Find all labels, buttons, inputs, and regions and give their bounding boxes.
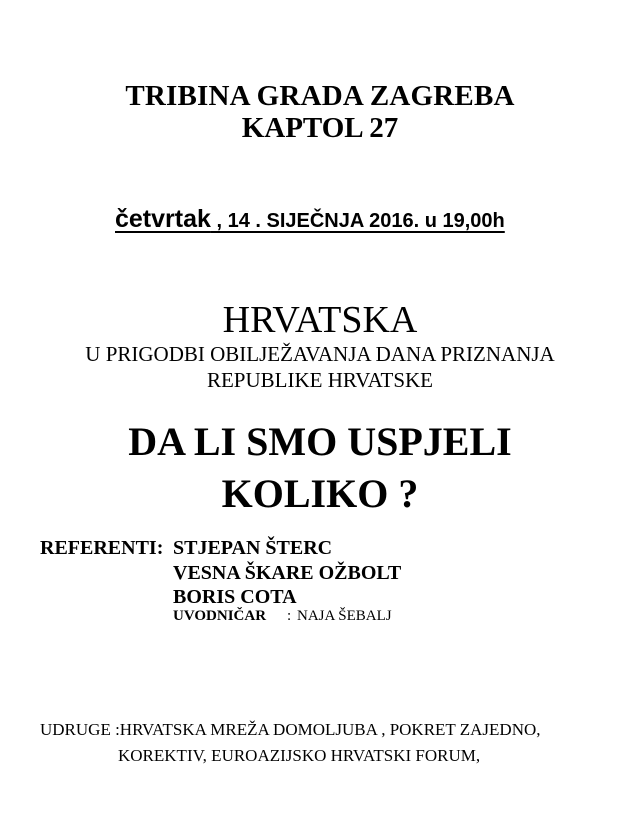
- topic-title: HRVATSKA: [222, 299, 418, 341]
- event-date-time: , 14 . SIJEČNJA 2016. u 19,00h: [210, 210, 505, 232]
- introducer-separator: :: [287, 608, 292, 624]
- associations-line2: KOREKTIV, EUROAZIJSKO HRVATSKI FORUM,: [118, 746, 481, 765]
- venue-address: KAPTOL 27: [241, 112, 399, 144]
- introducer-label: UVODNIČAR: [173, 608, 267, 624]
- question-line2: KOLIKO ?: [221, 471, 419, 516]
- speaker-name: BORIS COTA: [173, 586, 297, 608]
- event-date: [115, 205, 505, 234]
- introducer-name: NAJA ŠEBALJ: [297, 608, 392, 624]
- question-line1: DA LI SMO USPJELI: [128, 419, 512, 464]
- speaker-name: VESNA ŠKARE OŽBOLT: [173, 562, 402, 584]
- event-weekday: četvrtak: [115, 205, 211, 233]
- speakers-label: REFERENTI:: [40, 537, 164, 559]
- associations-line1: UDRUGE :HRVATSKA MREŽA DOMOLJUBA , POKRET ZAJEDNO,: [40, 720, 541, 739]
- topic-subtitle-line1: U PRIGODBI OBILJEŽAVANJA DANA PRIZNANJA: [85, 342, 555, 366]
- speaker-name: STJEPAN ŠTERC: [173, 537, 333, 559]
- topic-subtitle-line2: REPUBLIKE HRVATSKE: [206, 368, 434, 392]
- venue-title: TRIBINA GRADA ZAGREBA: [125, 80, 515, 112]
